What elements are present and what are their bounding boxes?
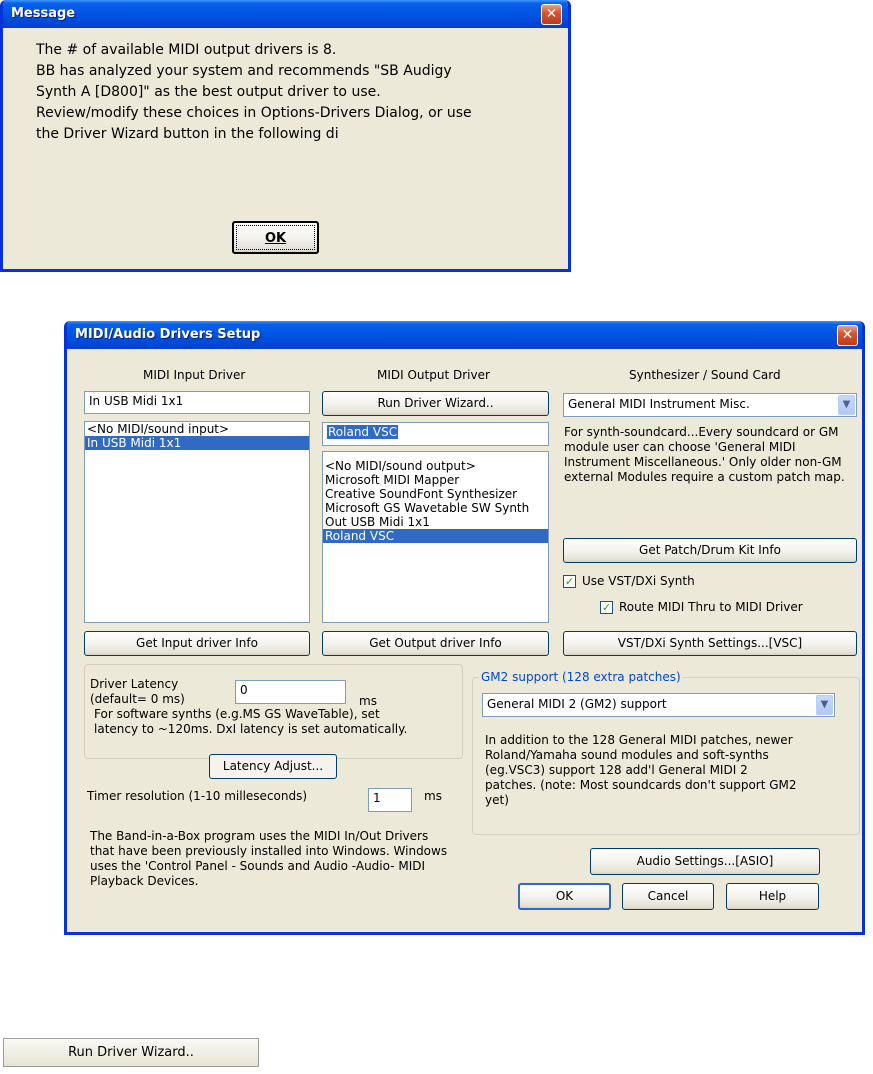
message-title: Message [11, 6, 76, 21]
gm2-description-line: (eg.VSC3) support 128 add'l General MIDI 2 [485, 763, 748, 777]
message-dialog [0, 0, 571, 272]
use-vst-label: Use VST/DXi Synth [582, 574, 695, 588]
gm2-description-line: yet) [485, 793, 509, 807]
timer-label: Timer resolution (1-10 milleseconds) [87, 789, 308, 803]
timer-unit: ms [424, 789, 442, 803]
get-output-info-button[interactable]: Get Output driver Info [322, 631, 549, 656]
input-driver-list[interactable] [84, 421, 310, 623]
list-item[interactable]: <No MIDI/sound output> [325, 459, 476, 473]
ok-button[interactable]: OK [518, 883, 611, 910]
latency-adjust-button[interactable]: Latency Adjust... [209, 754, 337, 779]
list-item[interactable]: In USB Midi 1x1 [85, 436, 309, 450]
gm2-select[interactable] [482, 693, 835, 717]
message-text [36, 40, 556, 145]
timer-input[interactable]: 1 [368, 788, 412, 812]
audio-settings-button[interactable]: Audio Settings...[ASIO] [590, 848, 820, 875]
message-ok-label: OK [264, 231, 287, 246]
synth-header: Synthesizer / Sound Card [629, 368, 781, 382]
output-driver-value: Roland VSC [328, 425, 398, 439]
gm2-description-line: patches. (note: Most soundcards don't support GM2 [485, 778, 797, 792]
message-ok-button[interactable] [232, 221, 319, 254]
footer-note-line: The Band-in-a-Box program uses the MIDI In/Out Drivers [90, 829, 429, 843]
route-midi-checkbox[interactable]: ✓ [601, 601, 612, 614]
get-input-info-button[interactable]: Get Input driver Info [84, 631, 310, 656]
message-line: Review/modify these choices in Options-Drivers Dialog, or use [36, 105, 472, 121]
footer-note-line: Playback Devices. [90, 874, 199, 888]
input-driver-field[interactable]: In USB Midi 1x1 [84, 391, 310, 414]
setup-title-bar[interactable] [67, 321, 862, 349]
get-patch-info-button[interactable]: Get Patch/Drum Kit Info [563, 538, 857, 563]
setup-dialog [64, 321, 865, 935]
list-item[interactable]: Creative SoundFont Synthesizer [325, 487, 518, 501]
chevron-down-icon[interactable]: ▼ [816, 695, 833, 715]
help-button[interactable]: Help [726, 883, 819, 910]
latency-label-line: Driver Latency [90, 677, 179, 691]
footer-note-line: that have been previously installed into Windows. Windows [90, 844, 448, 858]
footer-note [90, 829, 480, 889]
synth-description-line: module user can choose 'General MIDI [564, 440, 796, 454]
message-line: the Driver Wizard button in the following di [36, 126, 339, 142]
setup-close-button[interactable]: ✕ [837, 325, 858, 346]
gm2-description-line: In addition to the 128 General MIDI patches, newer [485, 733, 793, 747]
latency-note-line: latency to ~120ms. DxI latency is set automatically. [94, 722, 408, 736]
input-driver-header: MIDI Input Driver [143, 368, 246, 382]
cancel-button[interactable]: Cancel [622, 883, 714, 910]
gm2-description-line: Roland/Yamaha sound modules and soft-synths [485, 748, 769, 762]
latency-input[interactable]: 0 [235, 680, 346, 704]
latency-label [90, 677, 185, 707]
latency-label-line: (default= 0 ms) [90, 692, 185, 706]
latency-note-line: For software synths (e.g.MS GS WaveTable), set [94, 707, 380, 721]
run-driver-wizard-button[interactable]: Run Driver Wizard.. [322, 391, 549, 416]
chevron-down-icon[interactable]: ▼ [838, 395, 855, 415]
gm2-group-label: GM2 support (128 extra patches) [481, 670, 681, 684]
use-vst-checkbox[interactable]: ✓ [564, 575, 575, 588]
message-line: Synth A [D800]" as the best output driver to use. [36, 84, 381, 100]
message-title-bar[interactable] [3, 0, 568, 28]
output-driver-field[interactable] [322, 422, 549, 446]
output-driver-header: MIDI Output Driver [377, 368, 490, 382]
list-item[interactable]: Microsoft GS Wavetable SW Synth [325, 501, 530, 515]
output-driver-list[interactable] [322, 451, 549, 623]
message-line: The # of available MIDI output drivers is 8. [36, 42, 337, 58]
vst-settings-button[interactable]: VST/DXi Synth Settings...[VSC] [563, 631, 857, 656]
gm2-select-value: General MIDI 2 (GM2) support [487, 697, 667, 711]
footer-note-line: uses the 'Control Panel - Sounds and Audio -Audio- MIDI [90, 859, 426, 873]
latency-note [94, 707, 407, 737]
gm2-description [485, 733, 855, 808]
latency-unit: ms [359, 694, 377, 708]
synth-description-line: For synth-soundcard...Every soundcard or GM [564, 425, 839, 439]
synth-description-line: external Modules require a custom patch map. [564, 470, 845, 484]
list-item[interactable]: Out USB Midi 1x1 [325, 515, 430, 529]
synth-select-value: General MIDI Instrument Misc. [568, 397, 750, 411]
list-item[interactable]: Roland VSC [323, 529, 548, 543]
message-close-button[interactable]: ✕ [541, 4, 562, 25]
list-item[interactable]: Microsoft MIDI Mapper [325, 473, 460, 487]
synth-description [564, 425, 864, 485]
setup-title: MIDI/Audio Drivers Setup [75, 327, 261, 342]
list-item[interactable]: <No MIDI/sound input> [87, 422, 230, 436]
synth-select[interactable] [563, 393, 857, 417]
synth-description-line: Instrument Miscellaneous.' Only older non-GM [564, 455, 842, 469]
message-line: BB has analyzed your system and recommends "SB Audigy [36, 63, 452, 79]
standalone-run-driver-wizard-button[interactable]: Run Driver Wizard.. [3, 1038, 259, 1067]
route-midi-label: Route MIDI Thru to MIDI Driver [619, 600, 803, 614]
